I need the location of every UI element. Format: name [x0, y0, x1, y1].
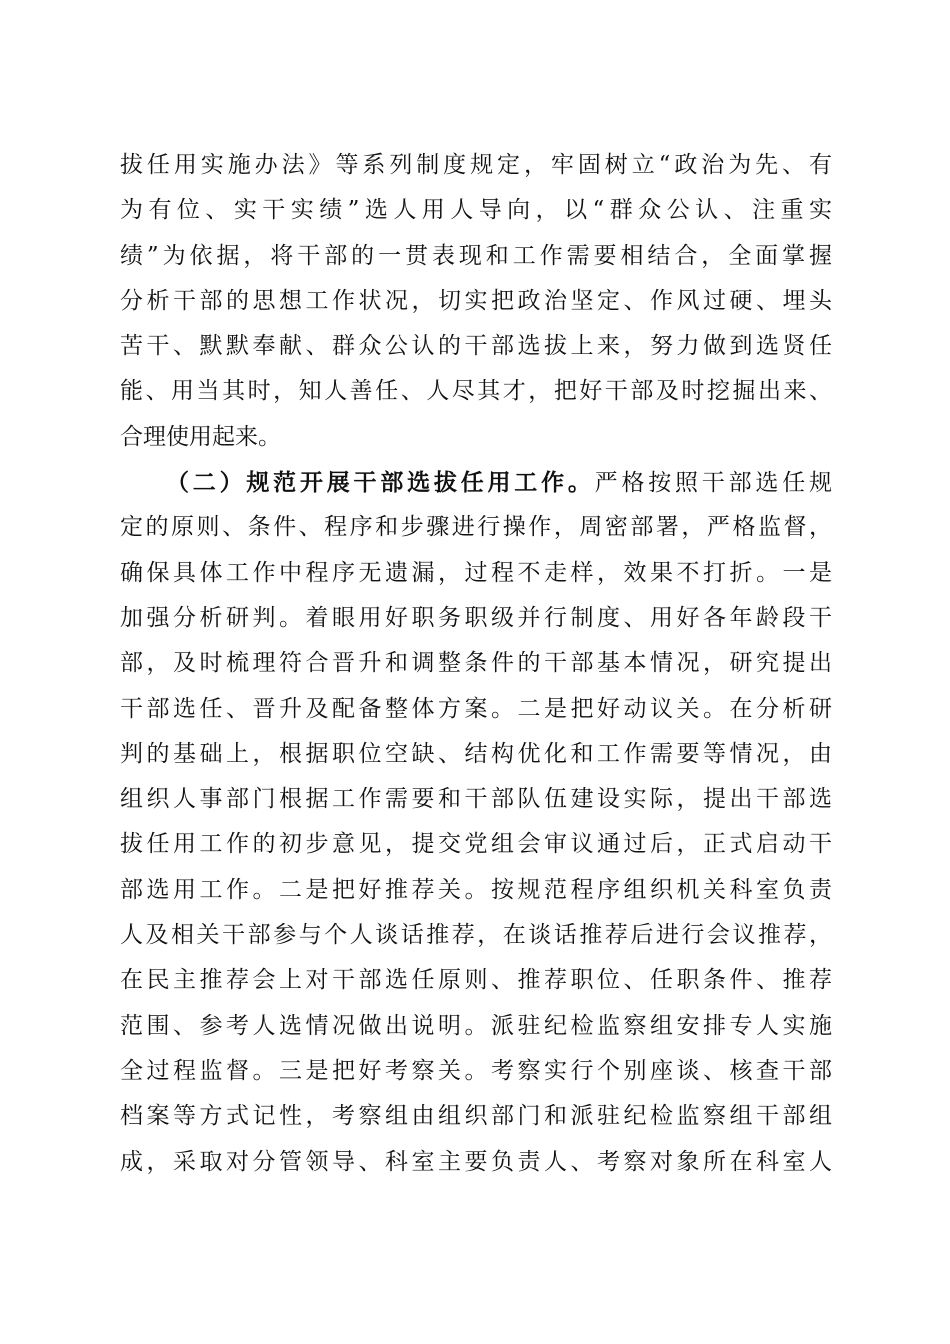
document-body [120, 143, 832, 1185]
paragraph2-first-line-rest: 严格按照干部选任规 [594, 470, 832, 497]
paragraph2-line-8: 组织人事部门根据工作需要和干部队伍建设实际，提出干部选 [120, 786, 832, 813]
paragraph1-line-6: 能、用当其时，知人善任、人尽其才，把好干部及时挖掘出来、 [120, 378, 832, 405]
paragraph2-first-line [120, 460, 832, 505]
paragraph2-line-5: 部，及时梳理符合晋升和调整条件的干部基本情况，研究提出 [120, 650, 832, 677]
paragraph1-line-1: 拔任用实施办法》等系列制度规定，牢固树立“政治为先、有 [120, 152, 832, 178]
paragraph2-line-10: 部选用工作。二是把好推荐关。按规范程序组织机关科室负责 [120, 876, 832, 903]
paragraph2-line-6: 干部选任、晋升及配备整体方案。二是把好动议关。在分析研 [120, 695, 832, 722]
paragraph2-line-12: 在民主推荐会上对干部选任原则、推荐职位、任职条件、推荐 [120, 967, 832, 994]
section-heading: （二）规范开展干部选拔任用工作。 [166, 469, 595, 497]
paragraph1-line-4: 分析干部的思想工作状况，切实把政治坚定、作风过硬、埋头 [120, 287, 832, 314]
paragraph2-line-15: 档案等方式记性，考察组由组织部门和派驻纪检监察组干部组 [120, 1103, 832, 1130]
paragraph2-line-13: 范围、参考人选情况做出说明。派驻纪检监察组安排专人实施 [120, 1012, 832, 1039]
paragraph2-line-11: 人及相关干部参与个人谈话推荐，在谈话推荐后进行会议推荐， [120, 922, 832, 949]
paragraph1-line-7: 合理使用起来。 [120, 423, 281, 450]
paragraph1-line-5: 苦干、默默奉献、群众公认的干部选拔上来，努力做到选贤任 [120, 333, 832, 360]
paragraph2-line-4: 加强分析研判。着眼用好职务职级并行制度、用好各年龄段干 [120, 604, 832, 631]
paragraph2-line-16: 成，采取对分管领导、科室主要负责人、考察对象所在科室人 [120, 1148, 832, 1175]
paragraph1-line-2: 为有位、实干实绩”选人用人导向，以“群众公认、注重实 [120, 197, 832, 224]
paragraph2-line-9: 拔任用工作的初步意见，提交党组会审议通过后，正式启动干 [120, 831, 832, 858]
paragraph2-line-7: 判的基础上，根据职位空缺、结构优化和工作需要等情况，由 [120, 740, 832, 767]
paragraph2-line-2: 定的原则、条件、程序和步骤进行操作，周密部署，严格监督， [120, 514, 832, 541]
paragraph2-line-14: 全过程监督。三是把好考察关。考察实行个别座谈、核查干部 [120, 1057, 832, 1084]
paragraph1-line-3: 绩”为依据，将干部的一贯表现和工作需要相结合，全面掌握 [120, 242, 832, 269]
paragraph2-line-3: 确保具体工作中程序无遗漏，过程不走样，效果不打折。一是 [120, 559, 832, 586]
